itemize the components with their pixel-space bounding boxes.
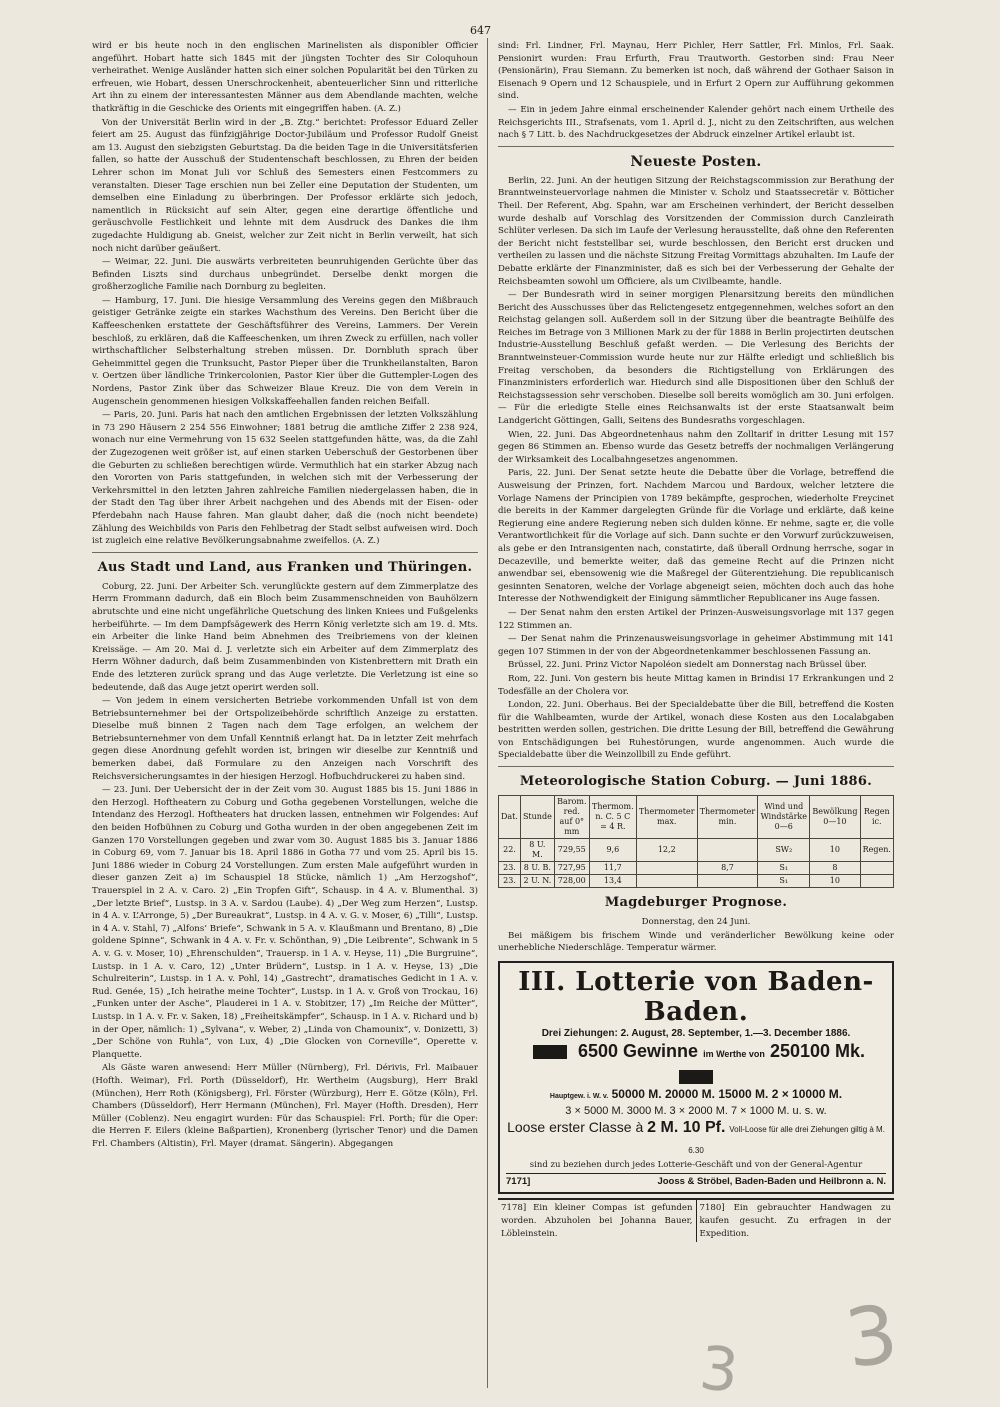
weather-col-hour: Stunde: [520, 796, 554, 839]
news-brussels: Brüssel, 22. Juni. Prinz Victor Napoléon siedelt am Donnerstag nach Brüssel über.: [508, 660, 867, 671]
ad-main-prizes: [506, 1087, 886, 1104]
table-cell: 727,95: [554, 862, 589, 875]
table-cell: Regen.: [860, 839, 893, 862]
ad-draw-dates: Drei Ziehungen: 2. August, 28. September, 1.—3. December 1886.: [541, 1027, 851, 1039]
table-row: [499, 839, 894, 862]
article-berlin-university: Von der Universität Berlin wird in der „B. Ztg.“ berichtet: Professor Eduard Zeller feiert am 25. August das fünfzigjährige Doctor-Jubiläum und Professor Rudolf Gneist am 13. August den siebzigsten Geburtstag. Da die beiden Tage in die Universitätsferien fallen, so hatte der Ausschuß der Studentenschaft beschlossen, zu Ehren der beiden Lehrer schon im Monat Juli vor Schluß des Semesters einen Festcommers zu veranstalten. Dieser Tage erschien nun bei Zeller eine Deputation der Studenten, um demselben eine Einladung zu überbringen. Der Professor erklärte sich jedoch, namentlich in Rücksicht auf sein Alter, gegen eine derartige öffentliche und geräuschvolle Festlichkeit und lehnte mit dem Ausdruck des Dankes die ihm zugedachte Huldigung ab. Gneist, welcher zur Zeit nicht in Berlin verweilt, hat sich noch nicht darüber geäußert.: [92, 117, 478, 254]
article-calendar-ruling: — Ein in jedem Jahre einmal erscheinender Kalender gehört nach einem Urtheile des Reichsgerichts III., Strafsenats, vom 1. April d. J., nicht zu den Zeitschriften, aus welchen nach § 7 Litt. b. des Nachdruckgesetzes der Abdruck einzelner Artikel erlaubt ist.: [498, 104, 894, 141]
table-cell: 10: [810, 839, 860, 862]
ad-block-mark: [533, 1045, 567, 1059]
article-theatre-guests: Als Gäste waren anwesend: Herr Müller (Nürnberg), Frl. Dérivis, Frl. Maibauer (Hofth. Weimar), Frl. Porth (Düsseldorf), Hr. Wertheim (Augsburg), Herr Brakl (München), Herr Roth (Königsberg), Frl. Förster (Würzburg), Herr E. Götze (Köln), Frl. Chambers (Düsseldorf), Herr Hermann (München), Frl. Mayer (Hofth. Dresden), Herr Müller (Coblenz). Neu engagirt wurden: Für das Schauspiel: Frl. Porth; für die Oper: die Herren F. Eilers (kleine Baßpartien), Kronenberg (lyrischer Tenor) und die Damen Frl. Chambers (Altistin), Frl. Mayer (dramat. Sängerin). Abgegangen: [92, 1063, 478, 1149]
table-cell: 728,00: [554, 875, 589, 888]
table-cell: [860, 862, 893, 875]
weather-col-clouds: Bewölkung 0—10: [810, 796, 860, 839]
table-cell: 729,55: [554, 839, 589, 862]
table-cell: 8,7: [697, 862, 758, 875]
ad-prize-line: [506, 1040, 886, 1087]
table-cell: SW₂: [758, 839, 810, 862]
table-cell: [697, 875, 758, 888]
right-column: [498, 40, 894, 1390]
ad-footer: [506, 1173, 886, 1189]
weather-col-thermometer: Thermom. n. C. 5 C = 4 R.: [589, 796, 636, 839]
news-vienna: Wien, 22. Juni. Das Abgeordnetenhaus nahm den Zolltarif in dritter Lesung mit 157 gegen 86 Stimmen an. Ebenso wurde das Gesetz betreffs der nochmaligen Verlängerung der Wirksamkeit des Localbahngesetzes angenommen.: [498, 429, 894, 465]
section-divider: [92, 552, 478, 553]
ad-prize-count: 6500 Gewinne: [577, 1040, 699, 1061]
table-cell: [860, 875, 893, 888]
article-theatre-overview: — 23. Juni. Der Uebersicht der in der Zeit vom 30. August 1885 bis 15. Juni 1886 in den Herzogl. Hoftheatern zu Coburg und Gotha gegebenen Vorstellungen, welche die Intendanz des Herzogl. Hoftheaters hat drucken lassen, entnehmen wir Folgendes: Auf den beiden Hofbühnen zu Coburg und Gotha wurden in der oben angegebenen Zeit im Ganzen 170 Vorstellungen gegeben und zwar vom 30. August 1885 bis 3. Januar 1886 in Coburg 69, vom 7. Januar bis 18. April 1886 in Gotha 77 und vom 25. April bis 15. Juni 1886 wieder in Coburg 24 Vorstellungen. Zum ersten Male aufgeführt wurden in dieser ganzen Zeit a) im Schauspiel 18 Stücke, nämlich 1) „Am Herzogshof“, Trauerspiel in 2 A. v. Caro. 2) „Ein Tropfen Gift“, Schausp. in 4 A. v. Blumenthal. 3) „Der letzte Brief“, Lustsp. in 3 A. v. Sardou (Laube). 4) „Der Weg zum Herzen“, Lustsp. in 4 A. v. L’Arronge, 5) „Der Bureaukrat“, Lustsp. in 4 A. v. G. v. Moser, 6) „Tilli“, Lustsp. in 4 A. v. Stahl, 7) „Alfons’ Briefe“, Schwank in 5 A. v. Klaußmann und Brentano, 8) „Die goldene Spinne“, Schwank in 4 A. v. Fr. v. Schönthan, 9) „Die Leibrente“, Schwank in 5 A. v. G. v. Moser, 10) „Ehrenschulden“, Trauersp. in 1 A. v. Heyse, 11) „Die Burgruine“, Lustsp. in 1 A. v. Caro, 12) „Unter Brüdern“, Lustsp. in 1 A. v. Heyse, 13) „Die Schulreiterin“, Lustsp. in 1 A. v. Pohl, 14) „Gastrecht“, dramatisches Gedicht in 1 A. v. Rud. Genée, 15) „Ich heirathe meine Tochter“, Lustsp. in 1 A. v. Groß von Trockau, 16) „Funken unter der Asche“, Plauderei in 1 A. v. Stobitzer, 17) „Im Reiche der Mütter“, Lustsp. in 1 A. v. Fr. v. Saken, 18) „Freiheitskämpfer“, Schausp. in 1 A. v. Richard und b) in der Oper, nämlich: 1) „Sylvana“, v. Weber, 2) „Linda von Chamounix“, v. Donizetti, 3) „Der Schöne von Ruhla“, von Lux, 4) „Die Glocken von Corneville“, Operette v. Planquette.: [92, 785, 478, 1060]
ad-main-prefix: Hauptgew. i. W. v.: [549, 1092, 609, 1100]
table-cell: 23.: [499, 875, 521, 888]
ad-ticket-amount: 2 M. 10 Pf.: [647, 1118, 726, 1136]
table-row: [499, 862, 894, 875]
table-cell: 9,6: [589, 839, 636, 862]
classified-compass: 7178] Ein kleiner Compas ist gefunden worden. Abzuholen bei Johanna Bauer, Löbleinstein.: [501, 1203, 693, 1239]
news-rome: Rom, 22. Juni. Von gestern bis heute Mittag kamen in Brindisi 17 Erkrankungen und 2 Todesfälle an der Cholera vor.: [498, 673, 894, 697]
table-cell: 11,7: [589, 862, 636, 875]
news-berlin: Berlin, 22. Juni. An der heutigen Sitzung der Reichstagscommission zur Berathung der Branntweinsteuervorlage nahmen die Minister v. Scholz und Staatssecretär v. Bötticher Theil. Der Referent, Abg. Spahn, war am Erscheinen verhindert, der Bericht desselben wurde deshalb auf Vorschlag des Vorsitzenden der Commission durch Canzleirath Schlüter verlesen. Da sich im Laufe der Verlesung herausstellte, daß ohne den Referenten der Bericht nicht feststellbar sei, wurde beschlossen, den Bericht erst drucken und vertheilen zu lassen und die nächste Sitzung Freitag Vormittags abzuhalten. Im Laufe der Debatte erklärte der Finanzminister, daß es sich bei der Verbesserung der Gehalte der Reichsbeamten sowohl um Officiere, als um Civilbeamte, handle.: [498, 175, 894, 287]
article-accident-reporting: — Von jedem in einem versicherten Betriebe vorkommenden Unfall ist von dem Betriebsunternehmer bei der Ortspolizeibehörde schriftlich Anzeige zu erstatten. Dieselbe muß binnen 2 Tagen nach dem Tage erfolgen, an welchem der Betriebsunternehmer von dem Unfall Kenntniß erlangt hat. Da in letzter Zeit mehrfach gegen diese Anordnung gefehlt worden ist, bringen wir dieselbe zur Kenntniß und bemerken dabei, daß Formulare zu den Anzeigen nach Vorschrift des Reichsversicherungsamtes in der hiesigen Herzogl. Hofbuchdruckerei zu haben sind.: [92, 696, 478, 782]
margin-mark: 3: [839, 1286, 904, 1387]
ad-prize-label: im Werthe von: [703, 1048, 765, 1059]
weather-col-min: Thermometer min.: [697, 796, 758, 839]
table-cell: 12,2: [636, 839, 697, 862]
table-cell: 22.: [499, 839, 521, 862]
page-number: 647: [470, 24, 491, 37]
ad-ticket-label: Loose erster Classe à: [507, 1118, 644, 1135]
column-rule: [487, 38, 488, 1388]
news-senate-article: — Der Senat nahm den ersten Artikel der Prinzen-Ausweisungsvorlage mit 137 gegen 122 Stimmen an.: [498, 607, 894, 631]
article-paris-census: — Paris, 20. Juni. Paris hat nach den amtlichen Ergebnissen der letzten Volkszählung in 73 290 Häusern 2 254 556 Einwohner; 1881 betrug die amtliche Ziffer 2 238 924, wonach nur eine Vermehrung von 15 632 Seelen stattgefunden hätte, was, da die Zahl der Zugezogenen weit größer ist, auf einen starken Ueberschuß der Gestorbenen über die Geburten zu schließen berechtigen würde. Vermuthlich hat ein starker Abzug nach den Vororten von Paris stattgefunden, in welchen sich mit der Verbesserung der Verkehrsmittel in den letzten Jahren zahlreiche Familien niedergelassen haben, die in der Stadt den Tag über ihrer Arbeit nachgehen und des Abends mit der Eisen- oder Pferdebahn nach Hause fahren. Man glaubt daher, daß die (noch nicht beendete) Zählung des Weichbilds von Paris den Fehlbetrag der Stadt selbst aufweisen wird. Doch ist zugleich eine relative Bevölkerungsabnahme zweifellos. (A. Z.): [92, 410, 478, 547]
table-cell: S₁: [758, 875, 810, 888]
table-cell: S₁: [758, 862, 810, 875]
classified-ads: [498, 1198, 894, 1242]
section-divider: [498, 766, 894, 767]
ad-title: III. Lotterie von Baden-Baden.: [518, 966, 874, 1027]
news-paris-senate: Paris, 22. Juni. Der Senat setzte heute die Debatte über die Vorlage, betreffend die Ausweisung der Prinzen, fort. Nachdem Marcou und Bardoux, welcher letztere die Vorlage Namens der Principien von 1789 bekämpfte, gesprochen, wiederholte Freycinet die bereits in der Kammer dargelegten Gründe für die Vorlage und erklärte, daß keine Regierung eine andere Regierung neben sich dulden könne. Er nehme, sagte er, die volle Verantwortlichkeit für die Vorlage auf sich. Dann suchte er den Vorwurf zurückzuweisen, als gebe er den Intransigenten nach, constatirte, daß überall Ordnung herrsche, sogar in Decazeville, und bemerkte weiter, daß das gemeine Recht auf die Prinzen nicht anwendbar sei, ebensowenig wie die Maßregel der Güterentziehung. Die republicanisch gesinnten Senatoren, welche der Vorlage abgeneigt seien, möchten doch auch das hohe Interesse der Nothwendigkeit der Einigung sämmtlicher Republicaner ins Auge fassen.: [498, 468, 894, 605]
news-senate-vote: — Der Senat nahm die Prinzenausweisungsvorlage in geheimer Abstimmung mit 141 gegen 107 Stimmen in der von der Abgeordnetenkammer beschlossenen Fassung an.: [498, 634, 894, 657]
weather-col-rain: Regen ic.: [860, 796, 893, 839]
article-hamburg: — Hamburg, 17. Juni. Die hiesige Versammlung des Vereins gegen den Mißbrauch geistiger Getränke zeigte ein starkes Wachsthum des Vereins. Den Bericht über die Kaffeeschenken erstattete der Geschäftsführer des Vereins, Lammers. Der Verein beschloß, zu erklären, daß die Kaffeeschenken, um ihren Zweck zu erfüllen, nach voller wirthschaftlicher Selbsterhaltung streben müssen. Dr. Dornbluth sprach über Geheimmittel gegen die Trunksucht, Pastor Pieper über die Trunkheilanstalten, Baron v. Oertzen über ländliche Trinkercolonien, Pastor Kier über die Guttempler-Logen des Nordens, Pastor Zink über das Schweizer Blaue Kreuz. Die von dem Verein in Augenschein genommenen hiesigen Volkskaffeehallen fanden reichen Beifall.: [92, 295, 478, 407]
forecast-date: Donnerstag, den 24 Juni.: [641, 917, 751, 928]
ad-block-mark: [679, 1070, 713, 1084]
table-cell: 8 U. M.: [520, 839, 554, 862]
section-heading-latest-news: Neueste Posten.: [630, 153, 762, 170]
news-london: London, 22. Juni. Oberhaus. Bei der Specialdebatte über die Bill, betreffend die Kosten für die Wahlbeamten, wurde der Artikel, wonach diese Kosten aus den Localabgaben bestritten werden sollen, gestrichen. Die dritte Lesung der Bill, betreffend die Gewährung von Entschädigungen bei Ruhestörungen, wurde angenommen. Auch wurde die Specialdebatte über die Weinzollbill zu Ende geführt.: [498, 700, 894, 761]
ad-secondary-prizes: 3 × 5000 M. 3000 M. 3 × 2000 M. 7 × 1000 M. u. s. w.: [565, 1104, 827, 1117]
ad-ticket-price: [506, 1118, 886, 1160]
table-cell: [697, 839, 758, 862]
news-bundesrath: — Der Bundesrath wird in seiner morgigen Plenarsitzung bereits den mündlichen Bericht des Ausschusses über das Relictengesetz entgegennehmen, welches sofort an den Reichstag gelangen soll. Außerdem soll in der Sitzung über die beantragte Beihülfe des Reiches im Betrage von 3 Millionen Mark zu der für 1888 in Berlin projectirten deutschen Industrie-Ausstellung Beschluß gefaßt werden. — Die Verlesung des Berichts der Branntweinsteuer-Commission wurde heute nur zur Hälfte erledigt und schließlich bis Freitag verschoben, da besonders die Richtigstellung von Erklärungen des Finanzministers erforderlich war. Hiedurch sind alle Dispositionen über den Schluß der Reichstagssession sehr verschoben. Dieselbe soll bereits womöglich am 30. Juni erfolgen. — Für die erledigte Stelle eines Reichsanwalts ist der erste Staatsanwalt beim Landgericht Göttingen, Galli, Seitens des Bundesraths vorgeschlagen.: [498, 290, 894, 427]
weather-station-heading: Meteorologische Station Coburg. — Juni 1886.: [519, 774, 873, 790]
table-cell: 8: [810, 862, 860, 875]
weather-col-wind: Wind und Windstärke 0—6: [758, 796, 810, 839]
table-cell: 8 U. B.: [520, 862, 554, 875]
margin-mark: 3: [696, 1333, 742, 1407]
ad-firm: Jooss & Ströbel, Baden-Baden und Heilbronn a. N.: [657, 1175, 886, 1187]
article-coburg-accidents: Coburg, 22. Juni. Der Arbeiter Sch. verunglückte gestern auf dem Zimmerplatze des Herrn Frommann dadurch, daß ein Bloch beim Zusammenschneiden von Bauhölzern abrutschte und eine nicht ungefährliche Quetschung des linken Kniees und Fußgelenks herbeiführte. — Im dem Dampfsägewerk des Herrn König verletzte sich am 19. d. Mts. ein Arbeiter die linke Hand beim Abnehmen des Treibriemens von der kleinen Kreissäge. — Am 20. Mai d. J. verletzte sich ein Arbeiter auf dem Zimmerplatz des Herrn Wöhner dadurch, daß beim Zusammenbinden von Kistenbrettern mit Drath ein Ende des letzteren zurück sprang und das Auge verletzte. Die Verletzung ist eine so bedeutende, daß das Auge jetzt operirt werden soll.: [92, 581, 478, 693]
classified-handcart: 7180] Ein gebrauchter Handwagen zu kaufen gesucht. Zu erfragen in der Expedition.: [696, 1200, 895, 1242]
ad-prize-total: 250100 Mk.: [769, 1040, 866, 1061]
table-cell: [636, 875, 697, 888]
section-divider: [498, 146, 894, 147]
ad-agency: sind zu beziehen durch jedes Lotterie-Geschäft und von der General-Agentur: [529, 1159, 863, 1170]
table-row: [499, 875, 894, 888]
table-cell: 2 U. N.: [520, 875, 554, 888]
lottery-advertisement: [498, 961, 894, 1195]
table-cell: 23.: [499, 862, 521, 875]
forecast-text: Bei mäßigem bis frischem Winde und veränderlicher Bewölkung keine oder unerhebliche Niederschläge. Temperatur wärmer.: [498, 930, 894, 954]
table-cell: 10: [810, 875, 860, 888]
article-hobart: wird er bis heute noch in den englischen Marinelisten als disponibler Officier angeführt. Hobart hatte sich 1845 mit der jüngsten Tochter des Sir Coloquhoun verheirathet. Wenige Ausländer hatten sich einer solchen Popularität bei den Türken zu erfreuen, wie Hobart, dessen Unerschrockenheit, abenteuerlicher Sinn und ritterliche Art ihn zu einem der interessantesten Männer aus dem Abendlande machten, welche thatkräftig in die Geschicke des Orients mit eingegriffen haben. (A. Z.): [92, 41, 478, 114]
table-cell: [636, 862, 697, 875]
forecast-heading: Magdeburger Prognose.: [604, 895, 788, 911]
weather-table-header: [499, 796, 894, 839]
ad-number: 7171]: [506, 1175, 531, 1187]
ad-main-amounts: 50000 M. 20000 M. 15000 M. 2 × 10000 M.: [611, 1086, 843, 1101]
left-column: [92, 40, 478, 1390]
ad-full-ticket: Voll-Loose für alle drei Ziehungen giltig à M. 6.30: [688, 1124, 885, 1155]
weather-table: [498, 795, 894, 888]
article-weimar: — Weimar, 22. Juni. Die auswärts verbreiteten beunruhigenden Gerüchte über das Befinden Liszts sind durchaus unbegründet. Derselbe denkt morgen die großherzogliche Familie nach Dornburg zu begleiten.: [92, 257, 478, 293]
weather-col-date: Dat.: [499, 796, 521, 839]
weather-col-barometer: Barom. red. auf 0° mm: [554, 796, 589, 839]
article-theatre-continued: sind: Frl. Lindner, Frl. Maynau, Herr Pichler, Herr Sattler, Frl. Minlos, Frl. Saak. Pensionirt wurden: Frau Erfurth, Frau Trautworth. Gestorben sind: Frau Neer (Pensionärin), Frau Siemann. Zu bemerken ist noch, daß während der Gothaer Saison in Eisenach 9 Opern und 12 Schauspiele, und in Erfurt 2 Opern zur Aufführung gekommen sind.: [498, 41, 894, 102]
table-cell: 13,4: [589, 875, 636, 888]
weather-col-max: Thermometer max.: [636, 796, 697, 839]
section-heading-regional: Aus Stadt und Land, aus Franken und Thüringen.: [97, 559, 473, 575]
